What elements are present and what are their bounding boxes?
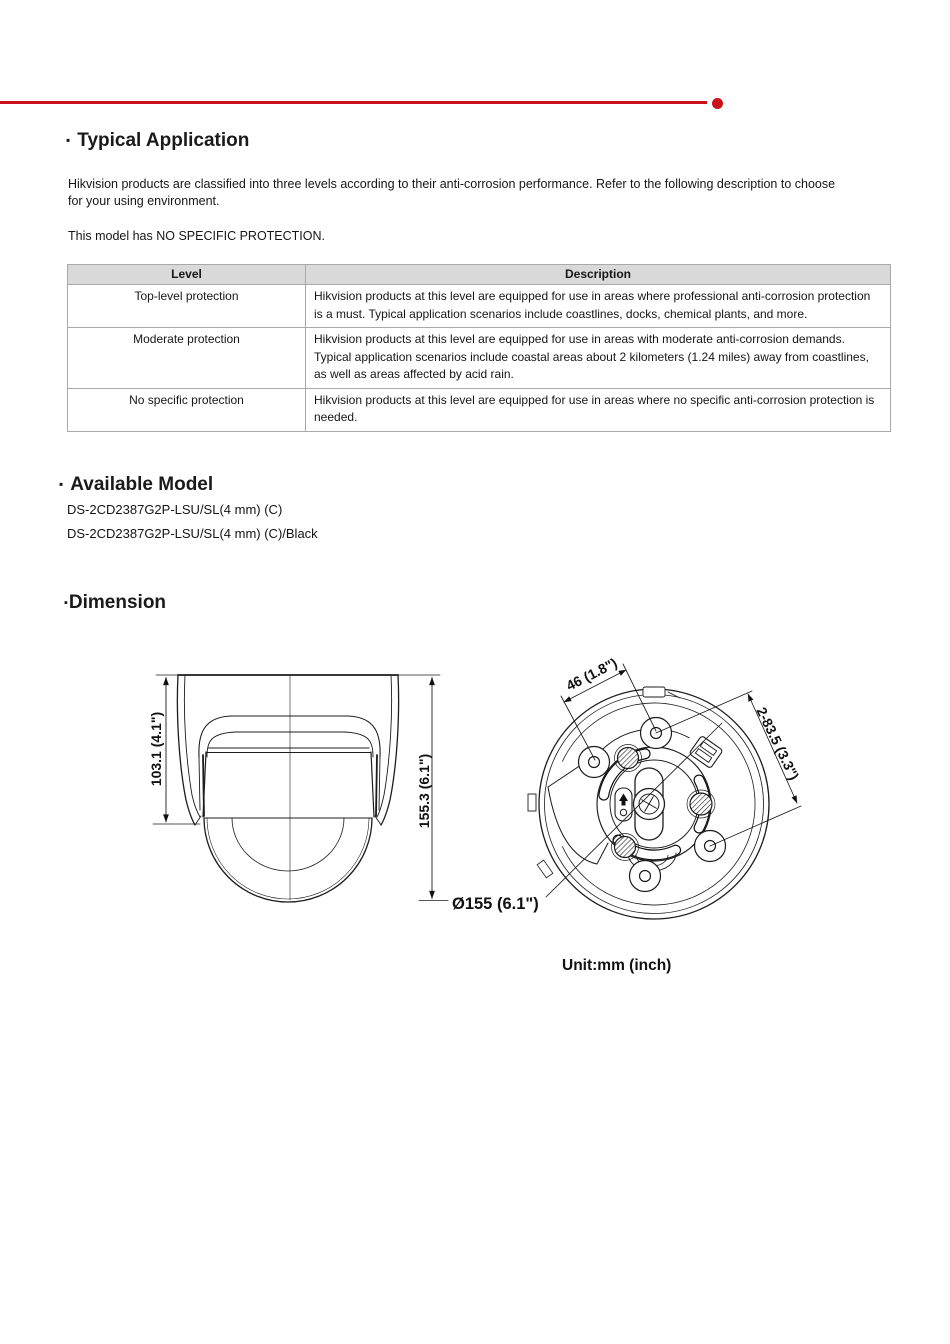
level-cell: No specific protection [68,388,306,431]
dim-label-hole-spacing: 46 (1.8") [563,654,620,694]
available-model-title: Available Model [70,474,214,495]
available-model-heading [59,474,213,496]
header-red-rule [0,101,707,104]
square-bullet-icon: ▪ [59,477,64,491]
table-header-row [68,265,891,285]
protection-level-table [67,264,891,432]
typical-application-heading [66,130,249,152]
anti-corrosion-intro-paragraph: Hikvision products are classified into three levels according to their anti-corrosion performance. Refer to the following description to choose for your using environment. [68,177,836,208]
gravity-keyhole [615,788,632,821]
dim-label-total-height: 155.3 (6.1") [416,753,432,829]
square-bullet-icon: ▪ [64,597,68,609]
dimension-title: Dimension [68,592,167,613]
description-cell: Hikvision products at this level are equipped for use in areas with moderate anti-corrosion demands. Typical application scenarios include coastal areas about 2 kilometers (1.24 miles) away from coastlines, as well as areas affected by acid rain. [306,328,891,389]
table-row [68,388,891,431]
description-cell: Hikvision products at this level are equipped for use in areas where no specific anti-corrosion protection is needed. [306,388,891,431]
level-cell: Top-level protection [68,285,306,328]
typical-application-title: Typical Application [77,130,250,151]
level-column-header: Level [68,265,306,285]
protection-note: This model has NO SPECIFIC PROTECTION. [68,229,325,243]
camera-base-view-drawing [528,664,801,919]
level-cell: Moderate protection [68,328,306,389]
model-number: DS-2CD2387G2P-LSU/SL(4 mm) (C)/Black [67,526,318,541]
dimension-heading [64,592,166,614]
camera-side-view-drawing [153,675,448,902]
table-row [68,328,891,389]
description-column-header: Description [306,265,891,285]
table-row [68,285,891,328]
dimension-drawings [130,650,850,1000]
unit-note: Unit:mm (inch) [562,957,672,974]
dim-label-diameter: Ø155 (6.1") [452,895,539,913]
square-bullet-icon: ▪ [66,133,71,147]
description-cell: Hikvision products at this level are equipped for use in areas where professional anti-corrosion protection is a must. Typical application scenarios include coastlines, docks, chemical plants, and more. [306,285,891,328]
dim-label-hole-pattern: 2-83.5 (3.3") [753,704,803,783]
center-mount-slot [634,768,665,840]
model-number: DS-2CD2387G2P-LSU/SL(4 mm) (C) [67,502,283,517]
header-red-dot [712,98,723,109]
dim-label-body-height: 103.1 (4.1") [148,711,164,787]
